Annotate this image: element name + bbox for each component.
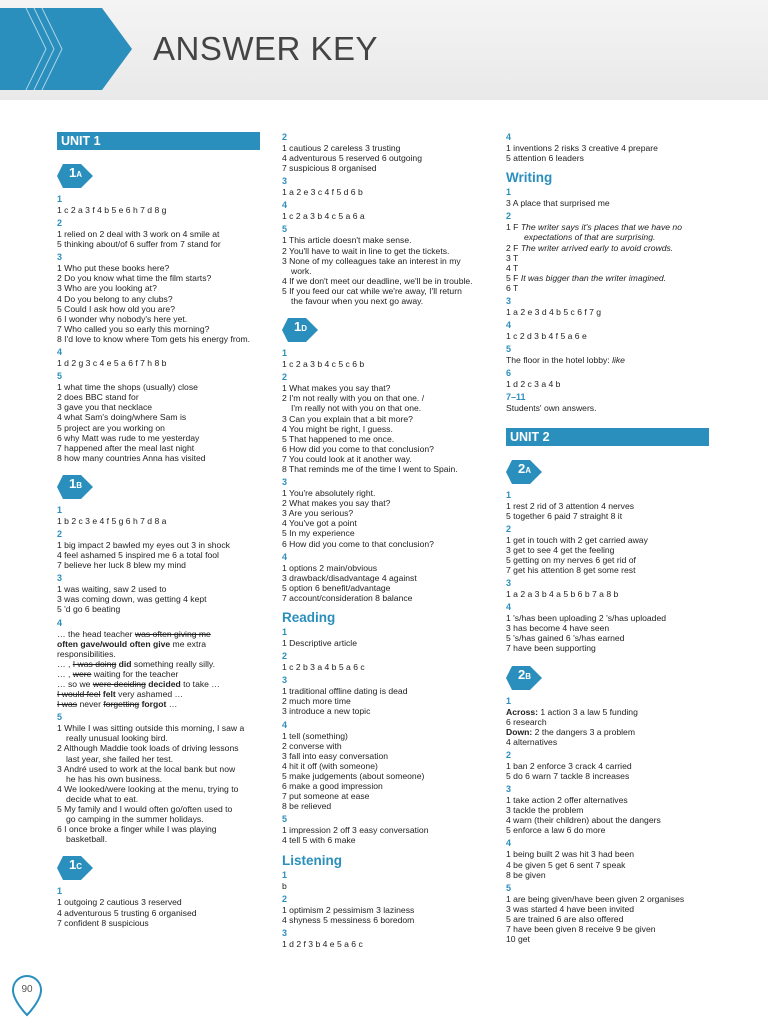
answer-line: 5 attention 6 leaders bbox=[506, 153, 584, 164]
lesson-number: 1 bbox=[69, 857, 77, 873]
answer-line: 4 what Sam's doing/where Sam is bbox=[57, 412, 187, 423]
answer-line: 7 You could look at it another way. bbox=[282, 453, 412, 464]
answer-line: 4 adventurous 5 trusting 6 organised bbox=[57, 907, 197, 918]
answer-line: 4 If we don't meet our deadline, we'll be in trouble. bbox=[282, 275, 473, 286]
exercise-number: 1 bbox=[57, 504, 63, 515]
answer-line: 7 suspicious 8 organised bbox=[282, 163, 377, 174]
answer-line: b bbox=[282, 880, 287, 891]
answer-line: 5 together 6 paid 7 straight 8 it bbox=[506, 510, 623, 521]
lesson-number: 2 bbox=[518, 666, 526, 682]
answer-line: 1 d 2 f 3 b 4 e 5 a 6 c bbox=[282, 938, 363, 949]
answer-line: 7 confident 8 suspicious bbox=[57, 917, 149, 928]
answer-line: 3 Who are you looking at? bbox=[57, 283, 157, 294]
exercise-number: 2 bbox=[282, 893, 288, 904]
answer-line: 3 drawback/disadvantage 4 against bbox=[282, 572, 417, 583]
reading-heading: Reading bbox=[282, 610, 336, 625]
exercise-number: 4 bbox=[282, 551, 288, 562]
answer-line: Down: 2 the dangers 3 a problem bbox=[506, 726, 635, 737]
answer-line: 3 has become 4 have seen bbox=[506, 623, 610, 634]
answer-line: 7 believe her luck 8 blew my mind bbox=[57, 560, 186, 571]
lesson-letter: B bbox=[76, 480, 83, 490]
answer-line: 8 That reminds me of the time I went to Spain. bbox=[282, 463, 458, 474]
answer-line: I was never forgetting forgot … bbox=[57, 699, 178, 710]
exercise-number: 2 bbox=[506, 749, 512, 760]
answer-line: 3 tackle the problem bbox=[506, 805, 584, 816]
answer-line: 1 big impact 2 bawled my eyes out 3 in shock bbox=[57, 539, 230, 550]
exercise-number: 3 bbox=[506, 296, 512, 307]
answer-line: 1 d 2 g 3 c 4 e 5 a 6 f 7 h 8 b bbox=[57, 358, 167, 369]
answer-line: … the head teacher was often giving me bbox=[57, 628, 211, 639]
answer-line: 1 F The writer says it's places that we have no bbox=[506, 222, 682, 233]
exercise-number: 1 bbox=[57, 886, 63, 897]
answer-line: 3 introduce a new topic bbox=[282, 706, 371, 717]
answer-line: 1 traditional offline dating is dead bbox=[282, 686, 408, 697]
exercise-number: 2 bbox=[282, 132, 288, 142]
answer-line: 1 what time the shops (usually) close bbox=[57, 382, 198, 393]
answer-line: 1 cautious 2 careless 3 trusting bbox=[282, 143, 401, 153]
exercise-number: 4 bbox=[506, 132, 512, 142]
answer-line: 1 c 2 d 3 b 4 f 5 a 6 e bbox=[506, 331, 587, 342]
exercise-number: 6 bbox=[506, 368, 512, 379]
answer-line: 3 None of my colleagues take an interest in my bbox=[282, 255, 461, 266]
answer-line: 1 impression 2 off 3 easy conversation bbox=[282, 825, 429, 836]
exercise-number: 4 bbox=[506, 320, 512, 331]
answer-line: 4 adventurous 5 reserved 6 outgoing bbox=[282, 153, 422, 164]
answer-line: Students' own answers. bbox=[506, 403, 597, 414]
page-number: 90 bbox=[21, 984, 33, 995]
answer-line: 6 T bbox=[506, 282, 519, 293]
answer-line: I would feel felt very ashamed … bbox=[57, 689, 184, 700]
answer-line: 6 make a good impression bbox=[282, 781, 383, 792]
answer-line: 4 tell 5 with 6 make bbox=[282, 835, 356, 846]
unit-2-heading: UNIT 2 bbox=[506, 428, 709, 446]
answer-line: 2 You'll have to wait in line to get the tickets. bbox=[282, 245, 450, 256]
lesson-1a-badge bbox=[57, 164, 260, 188]
answer-line: 1 While I was sitting outside this morning, I saw a bbox=[57, 723, 245, 734]
answer-line: 3 was coming down, was getting 4 kept bbox=[57, 594, 207, 605]
answer-line: 7 get his attention 8 get some rest bbox=[506, 564, 636, 575]
exercise-number: 3 bbox=[282, 675, 288, 686]
answer-line: 2 I'm not really with you on that one. / bbox=[282, 393, 425, 404]
answer-line: 5 F It was bigger than the writer imagined. bbox=[506, 272, 667, 283]
answer-line: 5 In my experience bbox=[282, 528, 355, 539]
answer-line: 1 optimism 2 pessimism 3 laziness bbox=[282, 904, 415, 915]
answer-line: 6 I wonder why nobody's here yet. bbox=[57, 313, 188, 324]
answer-line: Across: 1 action 3 a law 5 funding bbox=[506, 706, 638, 717]
exercise-number: 2 bbox=[57, 528, 63, 539]
answer-line: 4 hit it off (with someone) bbox=[282, 760, 378, 771]
answer-line: 3 Can you explain that a bit more? bbox=[282, 413, 413, 424]
answer-line: 1 c 2 a 3 f 4 b 5 e 6 h 7 d 8 g bbox=[57, 205, 167, 215]
answer-line: 3 Are you serious? bbox=[282, 508, 354, 519]
exercise-number: 5 bbox=[506, 882, 512, 893]
lesson-1b-badge bbox=[57, 475, 260, 499]
answer-line: 4 You might be right, I guess. bbox=[282, 423, 393, 434]
answer-line: go camping in the summer holidays. bbox=[66, 814, 204, 825]
exercise-number: 3 bbox=[282, 477, 288, 488]
answer-line: 3 A place that surprised me bbox=[506, 198, 610, 209]
answer-line: 2 does BBC stand for bbox=[57, 392, 139, 403]
answer-line: 3 was started 4 have been invited bbox=[506, 903, 635, 914]
answer-line: 7 put someone at ease bbox=[282, 791, 370, 802]
answer-line: 1 b 2 c 3 e 4 f 5 g 6 h 7 d 8 a bbox=[57, 515, 167, 526]
answer-line: 1 c 2 b 3 a 4 b 5 a 6 c bbox=[282, 662, 365, 673]
answer-line: 5 thinking about/of 6 suffer from 7 stand for bbox=[57, 239, 221, 250]
answer-line: 5 's/has gained 6 's/has earned bbox=[506, 633, 625, 644]
answer-line: 4 warn (their children) about the dangers bbox=[506, 815, 661, 826]
lesson-1d-badge bbox=[282, 318, 482, 342]
answer-line: 2 Although Maddie took loads of driving lessons bbox=[57, 743, 239, 754]
lesson-number: 2 bbox=[518, 460, 526, 476]
header-arrow-icon bbox=[0, 8, 132, 90]
answer-line: 1 a 2 e 3 d 4 b 5 c 6 f 7 g bbox=[506, 307, 602, 318]
exercise-number: 1 bbox=[506, 695, 512, 706]
answer-line: … , were waiting for the teacher bbox=[57, 668, 179, 679]
answer-line: 1 a 2 e 3 c 4 f 5 d 6 b bbox=[282, 187, 363, 198]
answer-line: 8 be relieved bbox=[282, 801, 332, 812]
answer-line: 5 are trained 6 are also offered bbox=[506, 913, 624, 924]
exercise-number: 2 bbox=[506, 523, 512, 534]
answer-line: 5 enforce a law 6 do more bbox=[506, 825, 606, 836]
exercise-number: 5 bbox=[506, 344, 512, 355]
answer-line: 3 get to see 4 get the feeling bbox=[506, 544, 615, 555]
answer-line: 1 d 2 c 3 a 4 b bbox=[506, 379, 561, 390]
page-number-badge-icon bbox=[10, 973, 44, 1017]
exercise-number: 3 bbox=[506, 784, 512, 795]
exercise-number: 4 bbox=[282, 719, 288, 730]
answer-line: 1 This article doesn't make sense. bbox=[282, 235, 412, 246]
answer-line: 7 happened after the meal last night bbox=[57, 442, 195, 453]
lesson-letter: C bbox=[76, 862, 83, 872]
exercise-number: 7–11 bbox=[506, 392, 526, 403]
lesson-1c-badge bbox=[57, 856, 260, 880]
answer-line: 3 gave you that necklace bbox=[57, 402, 153, 413]
answer-line: 1 rest 2 rid of 3 attention 4 nerves bbox=[506, 500, 635, 511]
lesson-2b-badge bbox=[506, 666, 709, 690]
listening-heading: Listening bbox=[282, 852, 342, 868]
answer-line: 6 How did you come to that conclusion? bbox=[282, 443, 434, 454]
answer-line: I'm really not with you on that one. bbox=[291, 403, 422, 414]
exercise-number: 5 bbox=[57, 712, 63, 723]
answer-line: 6 How did you come to that conclusion? bbox=[282, 538, 434, 549]
answer-line: 1 get in touch with 2 get carried away bbox=[506, 534, 648, 545]
answer-line: 4 Do you belong to any clubs? bbox=[57, 293, 173, 304]
answer-line: 4 be given 5 get 6 sent 7 speak bbox=[506, 859, 626, 870]
answer-line: 5 If you feed our cat while we're away, I'll return bbox=[282, 285, 462, 296]
exercise-number: 4 bbox=[282, 200, 288, 211]
answer-line: really unusual looking bird. bbox=[66, 733, 168, 744]
page-title: ANSWER KEY bbox=[153, 30, 379, 67]
exercise-number: 3 bbox=[57, 573, 63, 584]
answer-line: … , I was doing did something really silly. bbox=[57, 658, 215, 669]
answer-line: 6 I once broke a finger while I was playing bbox=[57, 824, 217, 835]
answer-line: 4 You've got a point bbox=[282, 518, 357, 529]
answer-line: 3 T bbox=[506, 252, 519, 263]
answer-line: 1 a 2 a 3 b 4 a 5 b 6 b 7 a 8 b bbox=[506, 589, 619, 600]
exercise-number: 2 bbox=[506, 211, 512, 222]
answer-line: 8 how many countries Anna has visited bbox=[57, 452, 206, 463]
exercise-number: 3 bbox=[57, 252, 63, 263]
answer-line: he has his own business. bbox=[66, 773, 163, 784]
answer-line: 6 why Matt was rude to me yesterday bbox=[57, 432, 200, 443]
exercise-number: 5 bbox=[57, 371, 63, 382]
exercise-number: 1 bbox=[57, 194, 63, 204]
answer-line: 1 tell (something) bbox=[282, 730, 348, 741]
answer-line: 1 was waiting, saw 2 used to bbox=[57, 584, 167, 595]
answer-line: 5 make judgements (about someone) bbox=[282, 770, 425, 781]
answer-line: 1 c 2 a 3 b 4 c 5 a 6 a bbox=[282, 211, 365, 222]
answer-line: 2 F The writer arrived early to avoid crowds. bbox=[506, 242, 674, 253]
answer-line: 4 alternatives bbox=[506, 736, 558, 747]
answer-line: 2 What makes you say that? bbox=[282, 498, 391, 509]
answer-line: 5 getting on my nerves 6 get rid of bbox=[506, 554, 636, 565]
exercise-number: 1 bbox=[282, 627, 288, 638]
exercise-number: 2 bbox=[57, 218, 63, 229]
answer-line: 4 We looked/were looking at the menu, trying to bbox=[57, 783, 239, 794]
answer-line: 1 Descriptive article bbox=[282, 638, 357, 649]
answer-line: 1 take action 2 offer alternatives bbox=[506, 795, 628, 806]
answer-line: 1 outgoing 2 cautious 3 reserved bbox=[57, 897, 182, 908]
lesson-number: 1 bbox=[69, 475, 77, 491]
exercise-number: 4 bbox=[506, 838, 512, 849]
answer-line: 7 have been given 8 receive 9 be given bbox=[506, 924, 656, 935]
unit-1-heading: UNIT 1 bbox=[57, 132, 260, 150]
answer-line: 7 have been supporting bbox=[506, 643, 596, 654]
exercise-number: 5 bbox=[282, 814, 288, 825]
answer-line: decide what to eat. bbox=[66, 793, 139, 804]
lesson-letter: B bbox=[525, 671, 532, 681]
answer-line: 4 feel ashamed 5 inspired me 6 a total fool bbox=[57, 550, 219, 561]
answer-line: 5 do 6 warn 7 tackle 8 increases bbox=[506, 771, 630, 781]
answer-line: 3 fall into easy conversation bbox=[282, 750, 389, 761]
answer-line: 7 Who called you so early this morning? bbox=[57, 323, 210, 334]
answer-line: 3 André used to work at the local bank but now bbox=[57, 763, 236, 774]
exercise-number: 1 bbox=[506, 489, 512, 500]
answer-line: often gave/would often give me extra bbox=[57, 638, 206, 649]
answer-line: 8 I'd love to know where Tom gets his energy from. bbox=[57, 333, 251, 344]
lesson-number: 1 bbox=[294, 319, 302, 335]
exercise-number: 2 bbox=[282, 651, 288, 662]
column-1 bbox=[57, 132, 260, 928]
answer-line: 5 option 6 benefit/advantage bbox=[282, 582, 391, 593]
lesson-letter: A bbox=[525, 465, 532, 475]
answer-line: 2 converse with bbox=[282, 740, 342, 751]
answer-line: work. bbox=[291, 265, 312, 276]
answer-line: 4 T bbox=[506, 262, 519, 273]
answer-line: 4 shyness 5 messiness 6 boredom bbox=[282, 914, 415, 925]
answer-line: 1 inventions 2 risks 3 creative 4 prepare bbox=[506, 143, 658, 153]
answer-line: 1 What makes you say that? bbox=[282, 383, 391, 394]
answer-line: 1 c 2 a 3 b 4 c 5 c 6 b bbox=[282, 359, 365, 370]
answer-line: 2 Do you know what time the film starts? bbox=[57, 273, 212, 284]
lesson-number: 1 bbox=[69, 165, 77, 180]
answer-line: basketball. bbox=[66, 834, 108, 845]
answer-line: 1 are being given/have been given 2 organises bbox=[506, 893, 685, 904]
answer-line: 5 My family and I would often go/often used to bbox=[57, 804, 233, 815]
answer-line: 1 You're absolutely right. bbox=[282, 488, 376, 499]
answer-line: … so we were deciding decided to take … bbox=[57, 679, 220, 689]
answer-line: 10 get bbox=[506, 934, 530, 945]
answer-line: 1 ban 2 enforce 3 crack 4 carried bbox=[506, 760, 632, 771]
answer-line: 5 That happened to me once. bbox=[282, 433, 395, 444]
answer-line: 1 's/has been uploading 2 's/has uploaded bbox=[506, 613, 667, 624]
exercise-number: 4 bbox=[57, 347, 63, 358]
exercise-number: 3 bbox=[282, 176, 288, 187]
writing-heading: Writing bbox=[506, 170, 553, 186]
lesson-letter: D bbox=[301, 324, 308, 334]
answer-line: 1 being built 2 was hit 3 had been bbox=[506, 849, 635, 860]
column-3 bbox=[506, 132, 709, 944]
answer-line: 8 be given bbox=[506, 869, 546, 880]
exercise-number: 3 bbox=[282, 927, 288, 938]
answer-line: 7 account/consideration 8 balance bbox=[282, 592, 413, 603]
answer-line: last year, she failed her test. bbox=[66, 753, 174, 764]
answer-line: 5 'd go 6 beating bbox=[57, 604, 121, 615]
column-2 bbox=[282, 132, 482, 949]
exercise-number: 1 bbox=[506, 187, 512, 198]
exercise-number: 2 bbox=[282, 372, 288, 383]
exercise-number: 1 bbox=[282, 348, 288, 359]
answer-line: 5 Could I ask how old you are? bbox=[57, 303, 175, 314]
answer-line: 1 relied on 2 deal with 3 work on 4 smile at bbox=[57, 229, 220, 240]
exercise-number: 4 bbox=[506, 602, 512, 613]
answer-line: 1 Who put these books here? bbox=[57, 263, 170, 274]
exercise-number: 1 bbox=[282, 869, 288, 880]
exercise-number: 3 bbox=[506, 578, 512, 589]
answer-line: 6 research bbox=[506, 716, 547, 727]
answer-line: expectations of that are surprising. bbox=[524, 232, 656, 243]
answer-line: 2 much more time bbox=[282, 696, 351, 707]
lesson-letter: A bbox=[76, 170, 83, 179]
answer-line: 1 options 2 main/obvious bbox=[282, 562, 378, 573]
exercise-number: 5 bbox=[282, 224, 288, 235]
answer-line: 5 project are you working on bbox=[57, 422, 165, 433]
answer-line: The floor in the hotel lobby: like bbox=[506, 355, 625, 366]
answer-line: responsibilities. bbox=[57, 648, 116, 659]
exercise-number: 4 bbox=[57, 617, 63, 628]
answer-line: the favour when you next go away. bbox=[291, 296, 424, 307]
lesson-2a-badge bbox=[506, 460, 709, 484]
